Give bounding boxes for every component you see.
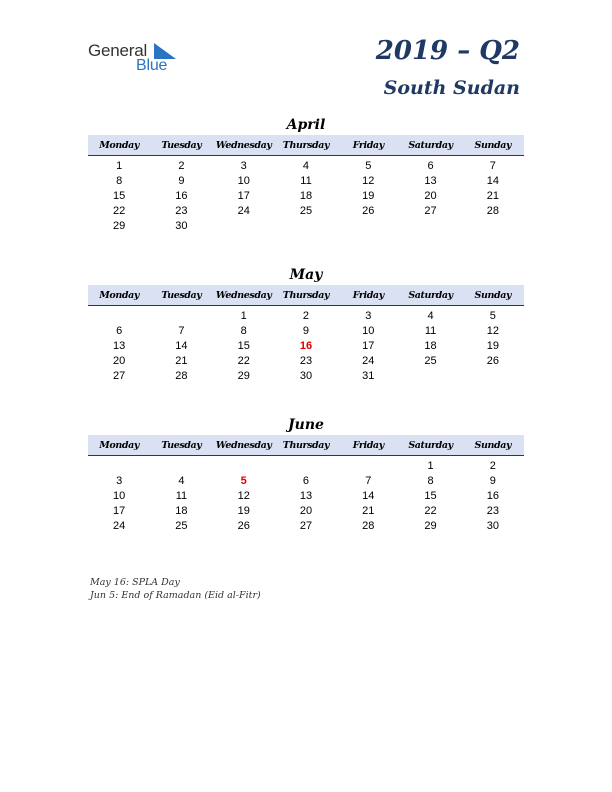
day-cell: 4 <box>427 310 434 322</box>
day-cell: 28 <box>175 370 188 382</box>
day-cell: 8 <box>240 325 247 337</box>
day-cell: 23 <box>299 355 313 367</box>
weekday-label: Thursday <box>282 439 330 451</box>
holiday-notes <box>90 576 261 602</box>
empty-day-cell <box>88 459 150 474</box>
month-0 <box>88 115 524 234</box>
day-cell: 19 <box>486 340 499 352</box>
day-grid <box>88 306 524 384</box>
weekday-label: Wednesday <box>215 289 272 301</box>
day-cell: 10 <box>362 325 375 337</box>
day-cell: 16 <box>175 190 188 202</box>
day-cell: 22 <box>113 205 126 217</box>
day-cell: 24 <box>362 355 375 367</box>
day-cell: 23 <box>175 205 188 217</box>
holiday-day-cell: 16 <box>299 340 313 352</box>
day-cell: 1 <box>240 310 247 322</box>
day-cell: 26 <box>237 520 250 532</box>
empty-day-cell <box>275 459 337 474</box>
day-cell: 25 <box>299 205 313 217</box>
day-cell: 12 <box>486 325 499 337</box>
weekday-label: Wednesday <box>215 439 272 451</box>
day-cell: 8 <box>116 175 123 187</box>
weekday-header <box>88 135 524 156</box>
weekday-label: Monday <box>99 289 139 301</box>
weekday-label: Saturday <box>408 439 453 451</box>
day-cell: 18 <box>424 340 437 352</box>
empty-day-cell <box>337 459 399 474</box>
day-cell: 8 <box>427 475 434 487</box>
day-cell: 28 <box>362 520 375 532</box>
day-cell: 11 <box>424 325 437 337</box>
weekday-label: Friday <box>352 139 384 151</box>
day-cell: 20 <box>424 190 437 202</box>
empty-day-cell <box>462 219 524 234</box>
day-cell: 3 <box>240 160 247 172</box>
weekday-label: Wednesday <box>215 139 272 151</box>
day-cell: 9 <box>489 475 496 487</box>
day-cell: 17 <box>362 340 375 352</box>
day-cell: 26 <box>486 355 499 367</box>
month-1 <box>88 265 524 384</box>
day-cell: 7 <box>178 325 185 337</box>
day-cell: 9 <box>178 175 185 187</box>
day-cell: 18 <box>175 505 188 517</box>
day-cell: 17 <box>113 505 126 517</box>
day-cell: 2 <box>302 310 310 322</box>
day-cell: 25 <box>175 520 188 532</box>
brand-logo <box>88 38 188 78</box>
day-cell: 30 <box>486 520 499 532</box>
holiday-note: Jun 5: End of Ramadan (Eid al-Fitr) <box>90 590 261 601</box>
day-cell: 5 <box>489 310 496 322</box>
day-cell: 1 <box>116 160 123 172</box>
day-cell: 15 <box>424 490 437 502</box>
day-cell: 15 <box>237 340 250 352</box>
weekday-label: Monday <box>99 439 139 451</box>
day-cell: 5 <box>365 160 372 172</box>
day-cell: 16 <box>486 490 499 502</box>
day-cell: 11 <box>300 175 312 187</box>
day-cell: 19 <box>362 190 375 202</box>
empty-day-cell <box>150 459 212 474</box>
empty-day-cell <box>213 459 275 474</box>
day-cell: 25 <box>424 355 437 367</box>
weekday-label: Sunday <box>474 439 512 451</box>
day-cell: 29 <box>113 220 126 232</box>
weekday-label: Tuesday <box>161 439 202 451</box>
day-cell: 2 <box>178 160 185 172</box>
day-cell: 14 <box>175 340 188 352</box>
day-cell: 21 <box>362 505 375 517</box>
day-cell: 29 <box>237 370 250 382</box>
weekday-label: Thursday <box>282 139 330 151</box>
day-cell: 24 <box>113 520 126 532</box>
day-cell: 4 <box>178 475 185 487</box>
month-name: May <box>289 267 323 283</box>
day-cell: 20 <box>299 505 313 517</box>
empty-day-cell <box>150 309 212 324</box>
day-cell: 13 <box>113 340 126 352</box>
day-cell: 13 <box>424 175 437 187</box>
day-cell: 27 <box>113 370 126 382</box>
day-cell: 3 <box>365 310 372 322</box>
day-cell: 20 <box>113 355 126 367</box>
weekday-label: Saturday <box>408 139 453 151</box>
empty-day-cell <box>337 219 399 234</box>
logo-blue-text: Blue <box>136 57 168 74</box>
empty-day-cell <box>399 219 461 234</box>
day-cell: 27 <box>424 205 437 217</box>
weekday-label: Friday <box>352 439 384 451</box>
day-cell: 14 <box>362 490 375 502</box>
day-cell: 22 <box>424 505 437 517</box>
weekday-label: Monday <box>99 139 139 151</box>
logo-general-text: General <box>88 41 148 60</box>
day-cell: 29 <box>424 520 437 532</box>
day-cell: 11 <box>175 490 188 502</box>
day-cell: 7 <box>365 475 372 487</box>
day-cell: 1 <box>427 460 434 472</box>
day-cell: 14 <box>486 175 499 187</box>
day-cell: 12 <box>237 490 250 502</box>
month-name: June <box>288 417 324 433</box>
day-cell: 12 <box>362 175 375 187</box>
day-cell: 31 <box>362 370 375 382</box>
holiday-note: May 16: SPLA Day <box>90 577 180 588</box>
page-title: 2019 – Q2 <box>375 36 520 66</box>
day-cell: 30 <box>175 220 188 232</box>
day-grid <box>88 456 524 534</box>
holiday-day-cell: 5 <box>240 475 247 487</box>
day-cell: 6 <box>302 475 310 487</box>
day-cell: 4 <box>302 160 310 172</box>
weekday-header <box>88 435 524 456</box>
day-cell: 6 <box>116 325 123 337</box>
day-cell: 19 <box>237 505 250 517</box>
day-grid <box>88 156 524 234</box>
day-cell: 10 <box>237 175 250 187</box>
weekday-label: Thursday <box>282 289 330 301</box>
month-name: April <box>286 117 326 133</box>
day-cell: 28 <box>486 205 499 217</box>
day-cell: 22 <box>237 355 250 367</box>
day-cell: 26 <box>362 205 375 217</box>
day-cell: 10 <box>113 490 126 502</box>
day-cell: 3 <box>116 475 123 487</box>
weekday-label: Sunday <box>474 139 512 151</box>
country-subtitle: South Sudan <box>383 77 520 99</box>
weekday-label: Tuesday <box>161 139 202 151</box>
day-cell: 17 <box>237 190 250 202</box>
day-cell: 2 <box>489 460 496 472</box>
month-2 <box>88 415 524 534</box>
day-cell: 23 <box>486 505 499 517</box>
day-cell: 15 <box>113 190 126 202</box>
weekday-label: Sunday <box>474 289 512 301</box>
empty-day-cell <box>88 309 150 324</box>
empty-day-cell <box>213 219 275 234</box>
day-cell: 27 <box>299 520 313 532</box>
weekday-label: Tuesday <box>161 289 202 301</box>
day-cell: 24 <box>237 205 250 217</box>
empty-day-cell <box>275 219 337 234</box>
day-cell: 30 <box>299 370 313 382</box>
weekday-header <box>88 285 524 306</box>
empty-day-cell <box>399 369 461 384</box>
day-cell: 21 <box>486 190 499 202</box>
weekday-label: Saturday <box>408 289 453 301</box>
day-cell: 9 <box>302 325 310 337</box>
day-cell: 21 <box>175 355 188 367</box>
day-cell: 6 <box>427 160 434 172</box>
empty-day-cell <box>462 369 524 384</box>
day-cell: 7 <box>489 160 496 172</box>
day-cell: 13 <box>299 490 313 502</box>
day-cell: 18 <box>299 190 313 202</box>
weekday-label: Friday <box>352 289 384 301</box>
